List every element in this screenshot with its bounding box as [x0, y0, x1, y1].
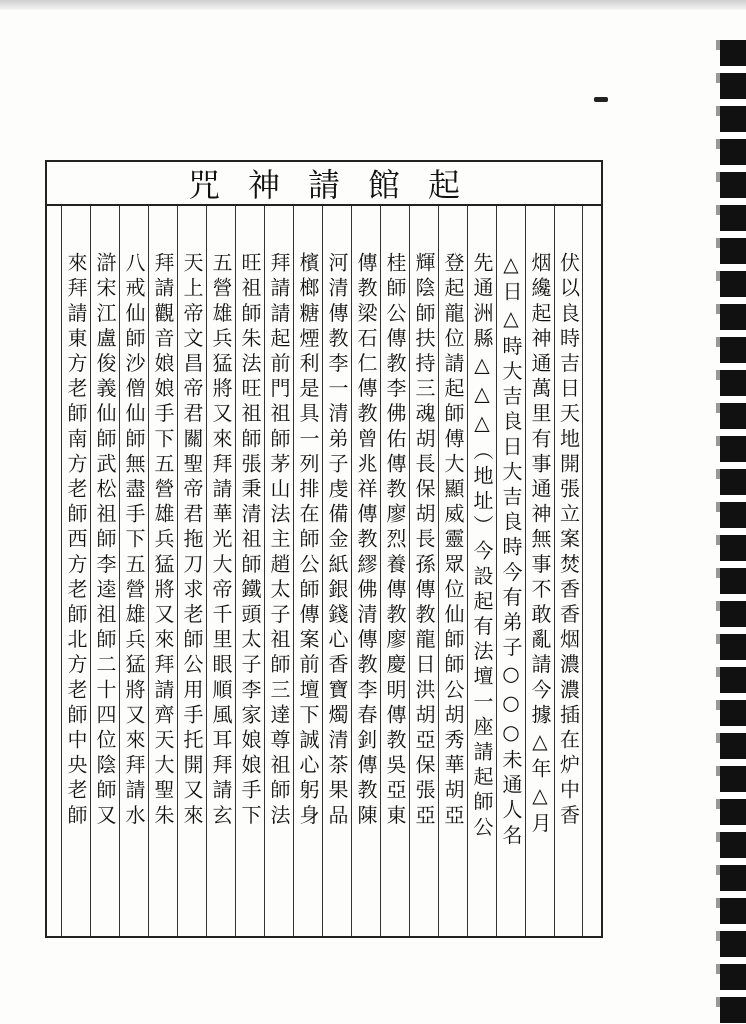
column-text: 伏以良時吉日天地開張立案焚香香烟濃濃插在炉中香	[556, 252, 581, 830]
text-column	[525, 206, 554, 936]
text-column	[90, 206, 119, 936]
title-row	[47, 162, 601, 206]
column-text: 傳教梁石仁傳教曾兆祥傳教繆佛清傳教李春釗傳教陳	[354, 252, 378, 830]
text-column	[380, 206, 409, 936]
column-text: 烟纔起神通萬里有事通神無事不敢亂請今據△年△月	[528, 252, 552, 838]
column-text: 拜請觀音娘娘手下五營雄兵猛將又來拜請齊天大聖朱	[151, 252, 175, 830]
text-column	[177, 206, 206, 936]
text-column	[496, 206, 525, 936]
column-text: 河清傳教李一清弟子虔備金紙銀錢心香寶燭清茶果品	[325, 252, 349, 830]
spiral-binding	[720, 40, 746, 1024]
column-text: 桂師公傳教李佛佑傳教廖烈養傳教廖慶明傳教吳亞東	[383, 252, 407, 830]
column-text: △日△時大吉良日大吉良時今有弟子○○○未通人名	[499, 252, 523, 850]
text-column	[554, 206, 583, 936]
text-column	[293, 206, 322, 936]
column-text: 先通洲縣△△△（地址）今設起有法壇一座請起師公	[470, 252, 494, 842]
text-column	[467, 206, 496, 936]
text-column	[438, 206, 467, 936]
column-text: 登起龍位請起師傅大顯威靈眾位仙師師公胡秀華胡亞	[441, 252, 465, 830]
column-text: 檳榔糖煙利是具一列排在師公師傳案前壇下誠心躬身	[296, 252, 320, 830]
text-column	[322, 206, 351, 936]
scan-top-edge	[0, 0, 746, 10]
column-text: 八戒仙師沙僧仙師無盡手下五營雄兵猛將又來拜請水	[122, 252, 146, 830]
column-text: 滸宋江盧俊義仙師武松祖師李逵祖師二十四位陰師又	[93, 252, 117, 830]
text-column	[264, 206, 293, 936]
column-text: 天上帝文昌帝君關聖帝君拖刀求老師公用手托開又來	[180, 252, 204, 830]
scan-mark	[594, 97, 608, 102]
column-text: 拜請請起前門祖師茅山法主趙太子祖師三達尊祖師法	[267, 252, 291, 830]
column-text: 輝陰師扶持三魂胡長保胡長孫傳教龍日洪胡亞保張亞	[412, 252, 436, 830]
column-text: 來拜請東方老師南方老師西方老師北方老師中央老師	[64, 252, 88, 830]
text-columns	[47, 206, 601, 936]
column-text: 旺祖師朱法旺祖師張秉清祖師鐵頭太子李家娘娘手下	[238, 252, 262, 830]
text-column	[409, 206, 438, 936]
text-column	[119, 206, 148, 936]
text-column	[61, 206, 90, 936]
text-column	[235, 206, 264, 936]
text-frame	[45, 160, 603, 938]
text-column	[206, 206, 235, 936]
text-column	[351, 206, 380, 936]
column-text: 五營雄兵猛將又來拜請華光大帝千里眼順風耳拜請玄	[209, 252, 233, 830]
text-column	[148, 206, 177, 936]
page-title: 起館請神咒	[187, 166, 488, 204]
margin-column	[61, 206, 62, 936]
